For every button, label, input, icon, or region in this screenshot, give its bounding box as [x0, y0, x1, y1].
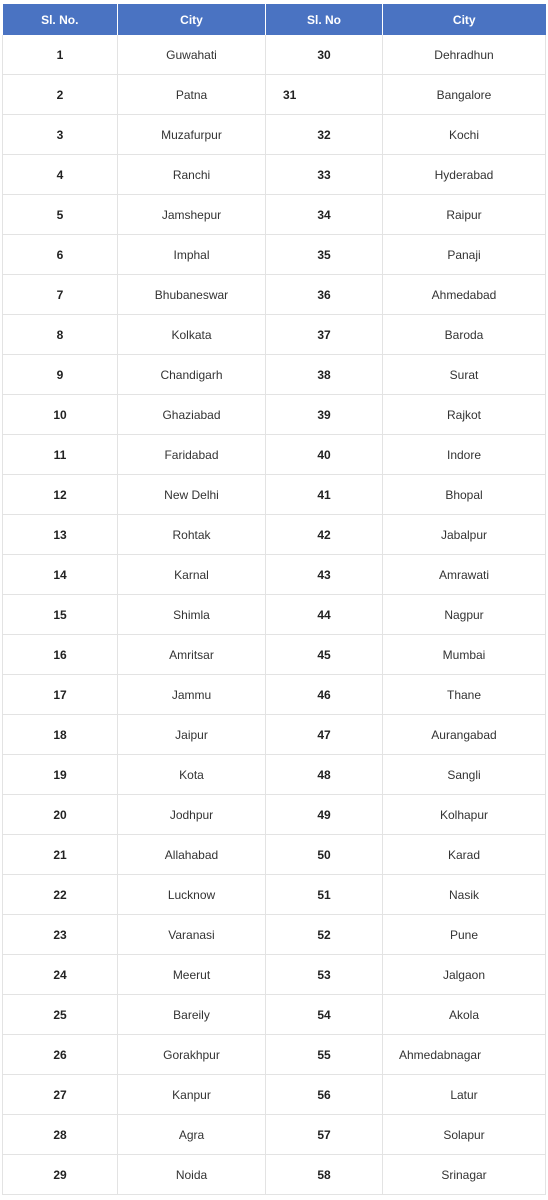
cell-sl-no-right: 47 — [266, 715, 383, 755]
cell-city-left: Noida — [118, 1155, 266, 1195]
cell-city-right: Raipur — [383, 195, 546, 235]
table-row — [3, 1115, 546, 1155]
table-row — [3, 35, 546, 75]
cell-sl-no-left: 3 — [3, 115, 118, 155]
cell-city-right: Rajkot — [383, 395, 546, 435]
cell-sl-no-left: 24 — [3, 955, 118, 995]
cell-sl-no-left: 26 — [3, 1035, 118, 1075]
cell-sl-no-right: 42 — [266, 515, 383, 555]
table-row — [3, 555, 546, 595]
cell-sl-no-right: 55 — [266, 1035, 383, 1075]
header-city-right: City — [383, 4, 546, 35]
cell-city-left: Bareily — [118, 995, 266, 1035]
cell-city-right: Indore — [383, 435, 546, 475]
cell-sl-no-left: 27 — [3, 1075, 118, 1115]
cell-city-left: Ranchi — [118, 155, 266, 195]
table-body — [3, 35, 546, 1195]
cell-sl-no-left: 4 — [3, 155, 118, 195]
cell-sl-no-right: 46 — [266, 675, 383, 715]
cell-sl-no-left: 20 — [3, 795, 118, 835]
cell-sl-no-left: 17 — [3, 675, 118, 715]
cell-city-left: Bhubaneswar — [118, 275, 266, 315]
cell-sl-no-left: 29 — [3, 1155, 118, 1195]
cell-city-left: Agra — [118, 1115, 266, 1155]
cell-city-right: Thane — [383, 675, 546, 715]
cell-sl-no-right: 38 — [266, 355, 383, 395]
cell-sl-no-right: 43 — [266, 555, 383, 595]
cell-city-right: Amrawati — [383, 555, 546, 595]
cell-city-left: Jaipur — [118, 715, 266, 755]
cell-sl-no-left: 16 — [3, 635, 118, 675]
cell-city-left: Varanasi — [118, 915, 266, 955]
cell-sl-no-left: 12 — [3, 475, 118, 515]
cell-city-right: Akola — [383, 995, 546, 1035]
cell-city-right: Sangli — [383, 755, 546, 795]
cell-sl-no-left: 1 — [3, 35, 118, 75]
table-row — [3, 635, 546, 675]
cell-city-left: Jamshepur — [118, 195, 266, 235]
table-row — [3, 1035, 546, 1075]
table-row — [3, 75, 546, 115]
cell-city-right: Bhopal — [383, 475, 546, 515]
cell-city-left: Guwahati — [118, 35, 266, 75]
cell-sl-no-left: 7 — [3, 275, 118, 315]
cell-sl-no-right: 39 — [266, 395, 383, 435]
cell-city-left: New Delhi — [118, 475, 266, 515]
cell-sl-no-left: 18 — [3, 715, 118, 755]
cell-city-left: Patna — [118, 75, 266, 115]
cell-city-left: Ghaziabad — [118, 395, 266, 435]
cell-city-right: Nasik — [383, 875, 546, 915]
cell-city-right: Nagpur — [383, 595, 546, 635]
cell-sl-no-right: 33 — [266, 155, 383, 195]
cell-sl-no-right: 41 — [266, 475, 383, 515]
table-row — [3, 115, 546, 155]
table-row — [3, 515, 546, 555]
table-row — [3, 875, 546, 915]
cell-city-left: Kanpur — [118, 1075, 266, 1115]
cell-city-right: Dehradhun — [383, 35, 546, 75]
cell-sl-no-left: 13 — [3, 515, 118, 555]
table-row — [3, 915, 546, 955]
cell-city-right: Aurangabad — [383, 715, 546, 755]
header-city-left: City — [118, 4, 266, 35]
cell-sl-no-right: 45 — [266, 635, 383, 675]
table-row — [3, 235, 546, 275]
cell-city-right: Hyderabad — [383, 155, 546, 195]
cell-sl-no-right: 57 — [266, 1115, 383, 1155]
cell-sl-no-left: 5 — [3, 195, 118, 235]
cell-sl-no-left: 23 — [3, 915, 118, 955]
cell-city-left: Jodhpur — [118, 795, 266, 835]
cell-city-left: Jammu — [118, 675, 266, 715]
cell-city-left: Amritsar — [118, 635, 266, 675]
cell-city-right: Kolhapur — [383, 795, 546, 835]
cell-city-right: Latur — [383, 1075, 546, 1115]
table-row — [3, 755, 546, 795]
cell-city-left: Gorakhpur — [118, 1035, 266, 1075]
cell-sl-no-left: 21 — [3, 835, 118, 875]
cell-city-right: Karad — [383, 835, 546, 875]
cell-sl-no-left: 22 — [3, 875, 118, 915]
cell-sl-no-right: 52 — [266, 915, 383, 955]
cell-sl-no-right: 31 — [266, 75, 383, 115]
table-row — [3, 675, 546, 715]
cell-city-left: Faridabad — [118, 435, 266, 475]
table-row — [3, 715, 546, 755]
cell-sl-no-left: 25 — [3, 995, 118, 1035]
cell-city-right: Pune — [383, 915, 546, 955]
cell-sl-no-right: 53 — [266, 955, 383, 995]
table-row — [3, 1155, 546, 1195]
cell-sl-no-right: 44 — [266, 595, 383, 635]
table-row — [3, 835, 546, 875]
table-row — [3, 155, 546, 195]
cell-city-right: Mumbai — [383, 635, 546, 675]
cell-sl-no-left: 19 — [3, 755, 118, 795]
cell-sl-no-right: 51 — [266, 875, 383, 915]
table-row — [3, 355, 546, 395]
header-sl-no-left: Sl. No. — [3, 4, 118, 35]
cell-sl-no-left: 8 — [3, 315, 118, 355]
cell-sl-no-left: 11 — [3, 435, 118, 475]
table-row — [3, 955, 546, 995]
table-row — [3, 595, 546, 635]
cell-sl-no-right: 36 — [266, 275, 383, 315]
city-table — [2, 4, 546, 1195]
table-row — [3, 995, 546, 1035]
cell-city-right: Surat — [383, 355, 546, 395]
cell-sl-no-left: 6 — [3, 235, 118, 275]
cell-sl-no-right: 48 — [266, 755, 383, 795]
cell-city-left: Muzafurpur — [118, 115, 266, 155]
cell-city-left: Chandigarh — [118, 355, 266, 395]
cell-sl-no-left: 2 — [3, 75, 118, 115]
cell-sl-no-right: 56 — [266, 1075, 383, 1115]
cell-city-right: Ahmedabad — [383, 275, 546, 315]
cell-city-right: Jalgaon — [383, 955, 546, 995]
table-row — [3, 1075, 546, 1115]
cell-city-left: Rohtak — [118, 515, 266, 555]
table-header — [3, 4, 546, 35]
cell-sl-no-right: 34 — [266, 195, 383, 235]
cell-city-left: Lucknow — [118, 875, 266, 915]
cell-city-left: Meerut — [118, 955, 266, 995]
cell-sl-no-right: 58 — [266, 1155, 383, 1195]
cell-sl-no-right: 30 — [266, 35, 383, 75]
cell-sl-no-right: 54 — [266, 995, 383, 1035]
cell-city-left: Kolkata — [118, 315, 266, 355]
cell-city-right: Ahmedabnagar — [383, 1035, 546, 1075]
cell-city-right: Panaji — [383, 235, 546, 275]
cell-city-left: Shimla — [118, 595, 266, 635]
cell-city-right: Baroda — [383, 315, 546, 355]
cell-sl-no-left: 15 — [3, 595, 118, 635]
cell-city-right: Bangalore — [383, 75, 546, 115]
table-row — [3, 395, 546, 435]
cell-sl-no-right: 37 — [266, 315, 383, 355]
cell-city-right: Srinagar — [383, 1155, 546, 1195]
cell-sl-no-right: 32 — [266, 115, 383, 155]
cell-city-left: Imphal — [118, 235, 266, 275]
cell-city-left: Kota — [118, 755, 266, 795]
header-sl-no-right: Sl. No — [266, 4, 383, 35]
table-row — [3, 475, 546, 515]
table-row — [3, 275, 546, 315]
cell-sl-no-right: 40 — [266, 435, 383, 475]
cell-city-right: Jabalpur — [383, 515, 546, 555]
header-row — [3, 4, 546, 35]
cell-city-right: Kochi — [383, 115, 546, 155]
cell-city-left: Karnal — [118, 555, 266, 595]
table-row — [3, 315, 546, 355]
cell-sl-no-right: 49 — [266, 795, 383, 835]
cell-sl-no-right: 35 — [266, 235, 383, 275]
cell-city-right: Solapur — [383, 1115, 546, 1155]
cell-city-left: Allahabad — [118, 835, 266, 875]
cell-sl-no-right: 50 — [266, 835, 383, 875]
cell-sl-no-left: 9 — [3, 355, 118, 395]
cell-sl-no-left: 10 — [3, 395, 118, 435]
table-row — [3, 795, 546, 835]
cell-sl-no-left: 14 — [3, 555, 118, 595]
table-row — [3, 435, 546, 475]
cell-sl-no-left: 28 — [3, 1115, 118, 1155]
table-row — [3, 195, 546, 235]
